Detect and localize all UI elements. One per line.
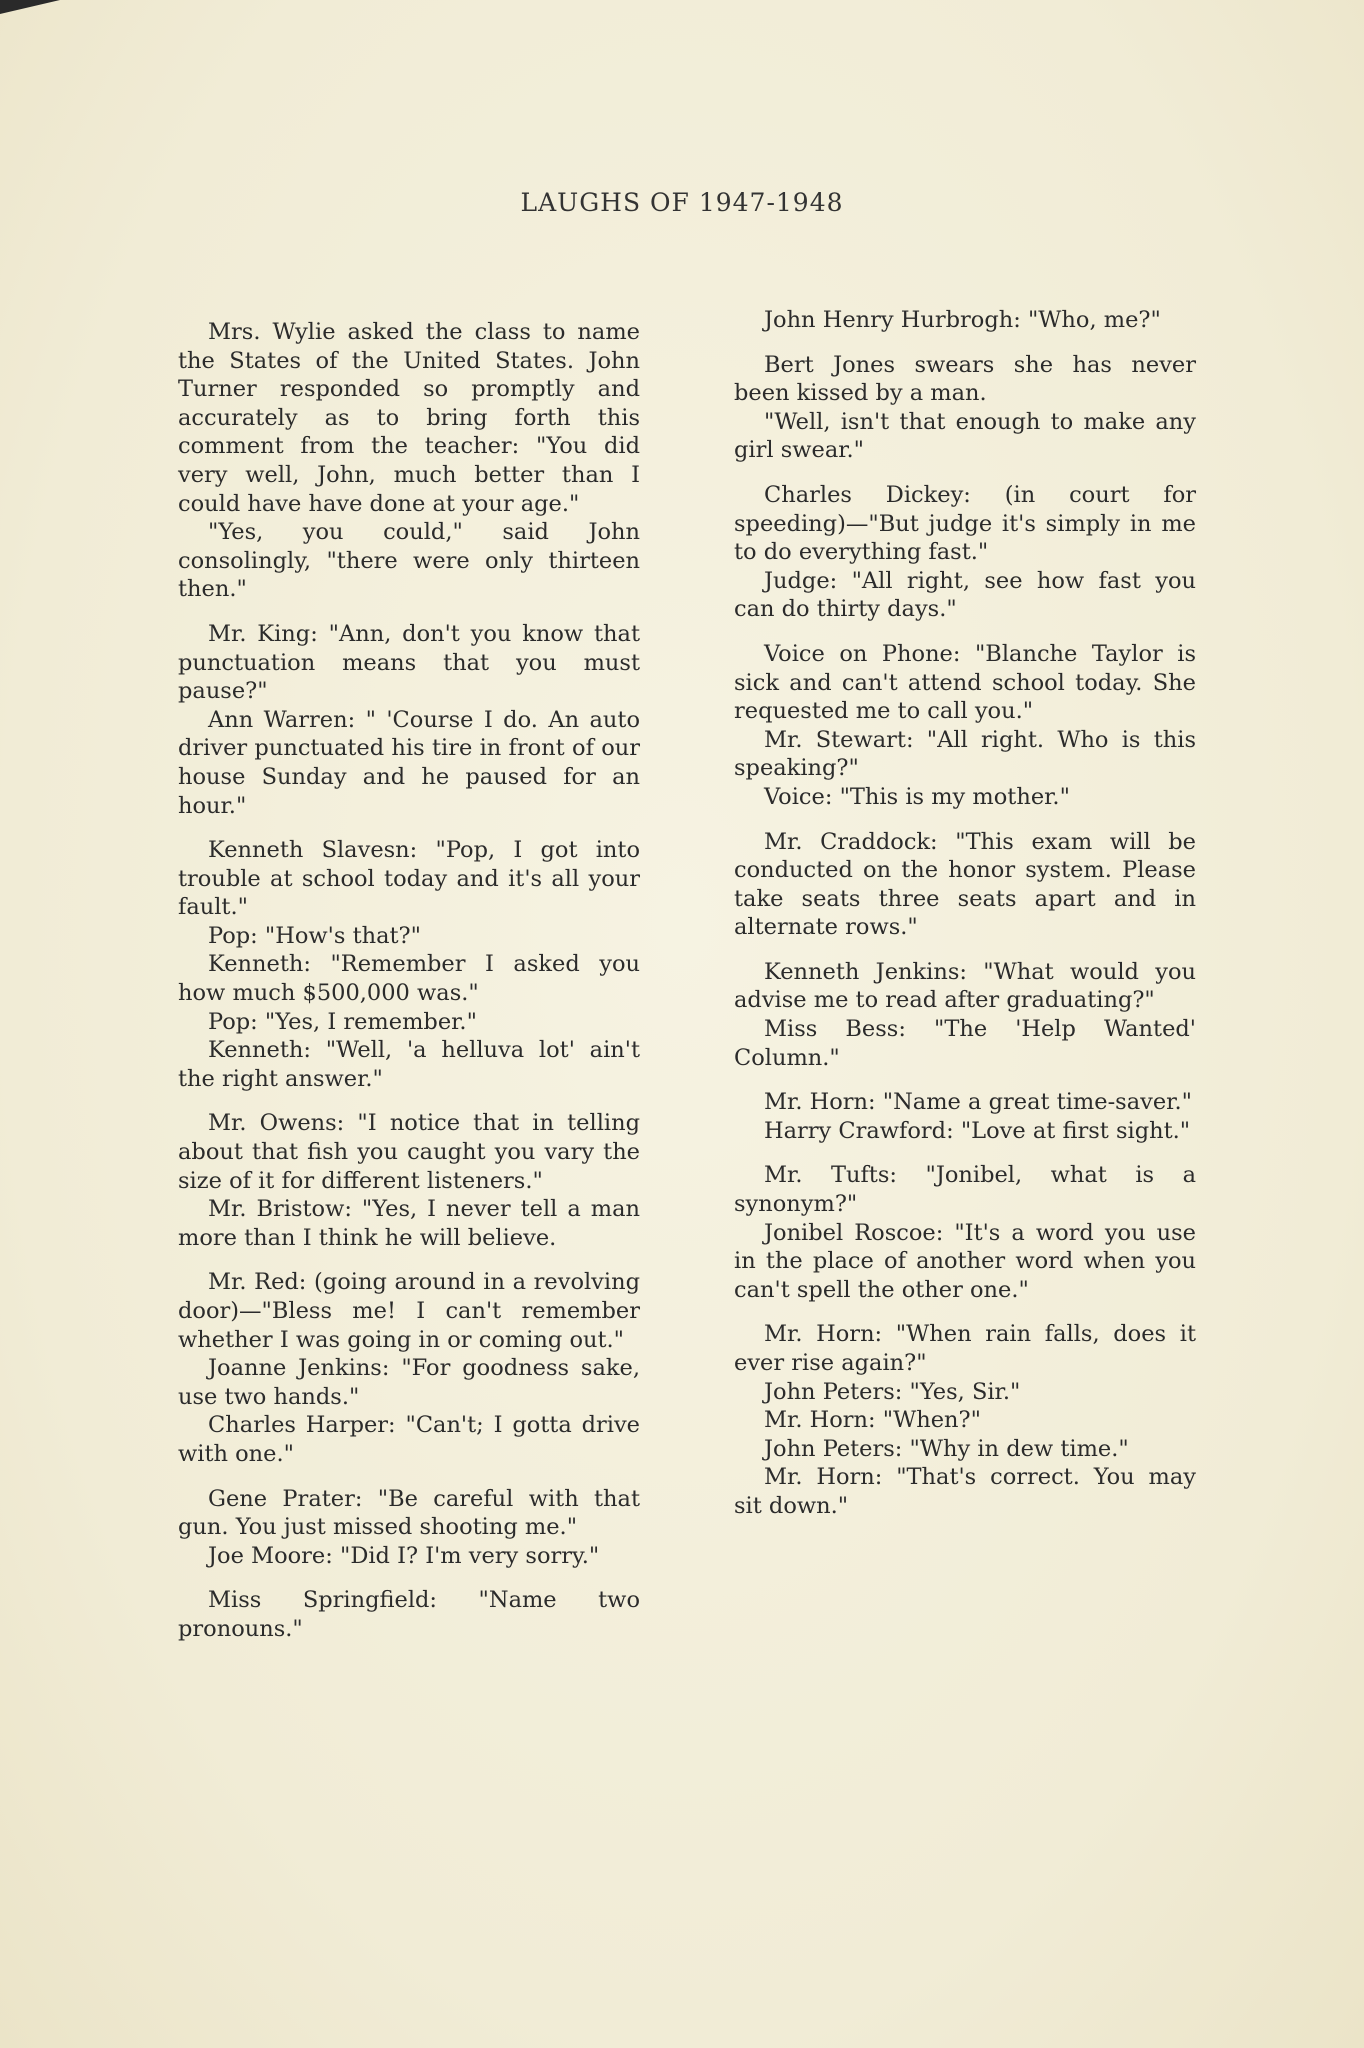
joke-paragraph: Mr. Horn: "That's correct. You may sit down." [734,1464,1196,1519]
joke-paragraph: Judge: "All right, see how fast you can do thirty days." [734,567,1196,623]
joke-paragraph: Voice: "This is my mother." [764,783,1070,810]
joke-paragraph: Kenneth: "Remember I asked you how much $500,000 was." [178,951,640,1007]
joke-paragraph: Mr. Tufts: "Jonibel, what is a synonym?" [734,1162,1196,1218]
joke-paragraph: "Well, isn't that enough to make any girl swear." [734,408,1196,464]
joke-paragraph: John Henry Hurbrogh: "Who, me?" [764,307,1161,333]
right-column [734,306,1196,1521]
joke-paragraph: Mr. King: "Ann, don't you know that punctuation means that you must pause?" [178,620,640,705]
joke-paragraph: Charles Dickey: (in court for speeding)—"But judge it's simply in me to do everything fast." [734,481,1196,566]
joke-paragraph: Kenneth Jenkins: "What would you advise me to read after graduating?" [734,958,1196,1014]
joke-paragraph: Mr. Craddock: "This exam will be conducted on the honor system. Please take seats three seats apart and in alternate rows." [734,828,1196,941]
joke-paragraph: Kenneth Slavesn: "Pop, I got into trouble at school today and it's all your fault." [178,837,640,921]
joke-paragraph: Mrs. Wylie asked the class to name the States of the United States. John Turner responded so promptly and accurately as to bring forth this comment from the teacher: "You did very well, John, much better than I could have have done at your age." [178,319,640,517]
joke-paragraph: Charles Harper: "Can't; I gotta drive with one." [178,1412,640,1467]
joke-paragraph: Bert Jones swears she has never been kissed by a man. [734,351,1196,407]
joke-paragraph: John Peters: "Yes, Sir." [764,1378,1021,1405]
joke-paragraph: John Peters: "Why in dew time." [764,1435,1129,1462]
joke-paragraph: Gene Prater: "Be careful with that gun. You just missed shooting me." [178,1485,640,1541]
joke-paragraph: Mr. Stewart: "All right. Who is this speaking?" [734,726,1196,782]
left-column [178,318,640,1644]
joke-paragraph: Ann Warren: " 'Course I do. An auto driver punctuated his tire in front of our house Sunday and he paused for an hour." [178,706,640,819]
joke-paragraph: Mr. Bristow: "Yes, I never tell a man more than I think he will believe. [178,1196,640,1251]
joke-paragraph: Mr. Horn: "When rain falls, does it ever rise again?" [734,1321,1196,1376]
page-corner-shadow [0,0,60,14]
joke-paragraph: Mr. Horn: "When?" [764,1407,981,1434]
joke-paragraph: Kenneth: "Well, 'a helluva lot' ain't the right answer." [178,1037,640,1092]
joke-paragraph: "Yes, you could," said John consolingly, "there were only thirteen then." [178,519,640,603]
joke-paragraph: Voice on Phone: "Blanche Taylor is sick and can't attend school today. She requested me to call you." [734,640,1196,725]
joke-paragraph: Miss Bess: "The 'Help Wanted' Column." [734,1016,1196,1071]
joke-paragraph: Pop: "Yes, I remember." [208,1008,477,1035]
joke-paragraph: Mr. Red: (going around in a revolving door)—"Bless me! I can't remember whether I was going in or coming out." [178,1269,640,1353]
joke-paragraph: Jonibel Roscoe: "It's a word you use in the place of another word when you can't spell the other one." [734,1219,1196,1303]
joke-paragraph: Mr. Horn: "Name a great time-saver." [764,1089,1192,1116]
joke-paragraph: Joe Moore: "Did I? I'm very sorry." [208,1542,600,1569]
page-title: LAUGHS OF 1947-1948 [520,188,844,217]
joke-paragraph: Harry Crawford: "Love at first sight." [764,1117,1191,1144]
joke-paragraph: Mr. Owens: "I notice that in telling about that fish you caught you vary the size of it for different listeners." [178,1110,640,1194]
joke-paragraph: Joanne Jenkins: "For goodness sake, use two hands." [178,1355,640,1410]
joke-paragraph: Pop: "How's that?" [208,922,421,949]
joke-paragraph: Miss Springfield: "Name two pronouns." [178,1587,640,1642]
